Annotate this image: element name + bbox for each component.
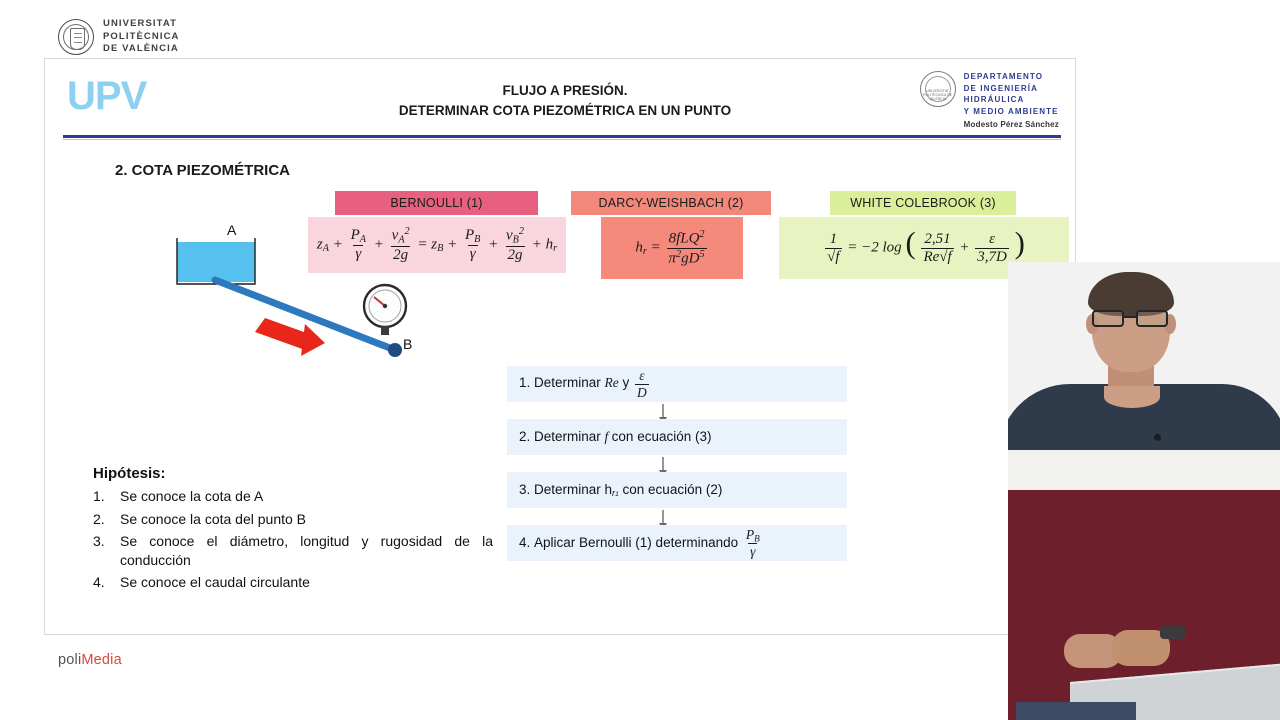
department-seal-icon (920, 71, 956, 107)
darcy-formula: $h_r$ = $\frac{8fLQ^2}{\pi^2gD^5}$ (635, 229, 705, 267)
step-3-text: 3. Determinar $h_{r1}$ con ecuación (2) (519, 481, 723, 499)
presenter-trousers (1016, 702, 1136, 720)
step-item-4 (507, 525, 847, 561)
reservoir-pipe-diagram (155, 214, 455, 444)
department-line-2: DE INGENIERÍA (963, 83, 1038, 93)
slide-title (295, 81, 835, 120)
section-heading: 2. COTA PIEZOMÉTRICA (115, 162, 291, 179)
darcy-label: DARCY-WEISHBACH (2) (571, 191, 771, 215)
department-block (920, 71, 1059, 129)
polimedia-logo (58, 652, 122, 668)
hypothesis-text: Se conoce la cota del punto B (120, 510, 307, 527)
list-item (93, 487, 493, 506)
slide-canvas (44, 58, 1076, 635)
hypotheses-title: Hipótesis: (93, 465, 166, 482)
white-colebrook-formula: $\frac{1}{√f}$ = −2 log ( $\frac{2,51}{Re√f}$ + $\frac{\varepsilon}{3,7D}$ ) (827, 226, 1025, 265)
point-b-label: B (403, 336, 413, 352)
step-item-2 (507, 419, 847, 455)
department-text (964, 71, 1059, 129)
department-author: Modesto Pérez Sánchez (963, 120, 1059, 130)
hypothesis-text: Se conoce el caudal circulante (120, 574, 310, 591)
hypothesis-number: 1. (93, 488, 105, 504)
department-line-1: DEPARTAMENTO (963, 72, 1044, 81)
hypothesis-number: 3. (93, 533, 105, 550)
list-item (93, 510, 493, 529)
step-1-text: 1. Determinar Re y $\frac{\varepsilon}{D}$ (519, 368, 647, 400)
step-4-text: 4. Aplicar Bernoulli (1) determinando $\frac{P_B}{\gamma}$ (519, 526, 760, 560)
hypothesis-text: Se conoce el diámetro, longitud y rugosidad de la conducción (120, 533, 493, 568)
step-item-1 (507, 366, 847, 402)
upv-institution-name (103, 18, 180, 56)
upv-institution-logo (58, 18, 180, 56)
list-item (93, 573, 493, 592)
flow-arrow (255, 318, 325, 356)
upv-seal-icon (58, 19, 94, 55)
department-line-4: Y MEDIO AMBIENTE (963, 106, 1059, 116)
bernoulli-formula: $z_A$ + $\frac{P_A}{\gamma}$ + $\frac{v_A^2}{2g}$ = $z_B$ + $\frac{P_B}{\gamma}$ + $\frac{v_B^2}{2g}$ + $h_r$ (316, 226, 558, 264)
polimedia-media: Media (81, 652, 122, 668)
polimedia-poli: poli (58, 652, 82, 668)
presenter-lapel-microphone (1154, 434, 1161, 441)
white-colebrook-label: WHITE COLEBROOK (3) (830, 191, 1016, 215)
header-divider (63, 135, 1061, 138)
institution-line-1: UNIVERSITAT (103, 18, 178, 29)
slide-title-line-1: FLUJO A PRESIÓN. (502, 83, 628, 98)
presenter-video-overlay (1008, 262, 1280, 720)
slide-title-line-2: DETERMINAR COTA PIEZOMÉTRICA EN UN PUNTO (398, 102, 732, 118)
header-divider-thin (63, 139, 1061, 140)
point-a-label: A (227, 222, 237, 238)
hypothesis-number: 2. (93, 510, 105, 527)
department-line-3: HIDRÁULICA (963, 95, 1025, 105)
darcy-equation-box (601, 217, 743, 279)
institution-line-3: DE VALÈNCIA (103, 43, 179, 55)
list-item (93, 532, 493, 569)
presenter-wristwatch (1160, 626, 1186, 639)
department-seal-text: UNIVERSITAT POLITÈCNICA DE VALÈNCIA (923, 89, 953, 101)
step-item-3 (507, 472, 847, 508)
presenter-collar (1104, 386, 1160, 408)
institution-line-2: POLITÈCNICA (103, 30, 180, 42)
presenter-glasses (1092, 310, 1172, 327)
step-2-text: 2. Determinar f con ecuación (3) (519, 429, 712, 444)
pressure-gauge-icon (357, 282, 413, 338)
presenter-shirt-stripe (1008, 450, 1280, 490)
hypotheses-list (93, 487, 493, 596)
slide-header (45, 59, 1075, 137)
hypothesis-number: 4. (93, 574, 105, 591)
hypothesis-text: Se conoce la cota de A (120, 488, 264, 504)
upv-wordmark: UPV (67, 74, 147, 118)
bernoulli-label: BERNOULLI (1) (335, 191, 538, 215)
